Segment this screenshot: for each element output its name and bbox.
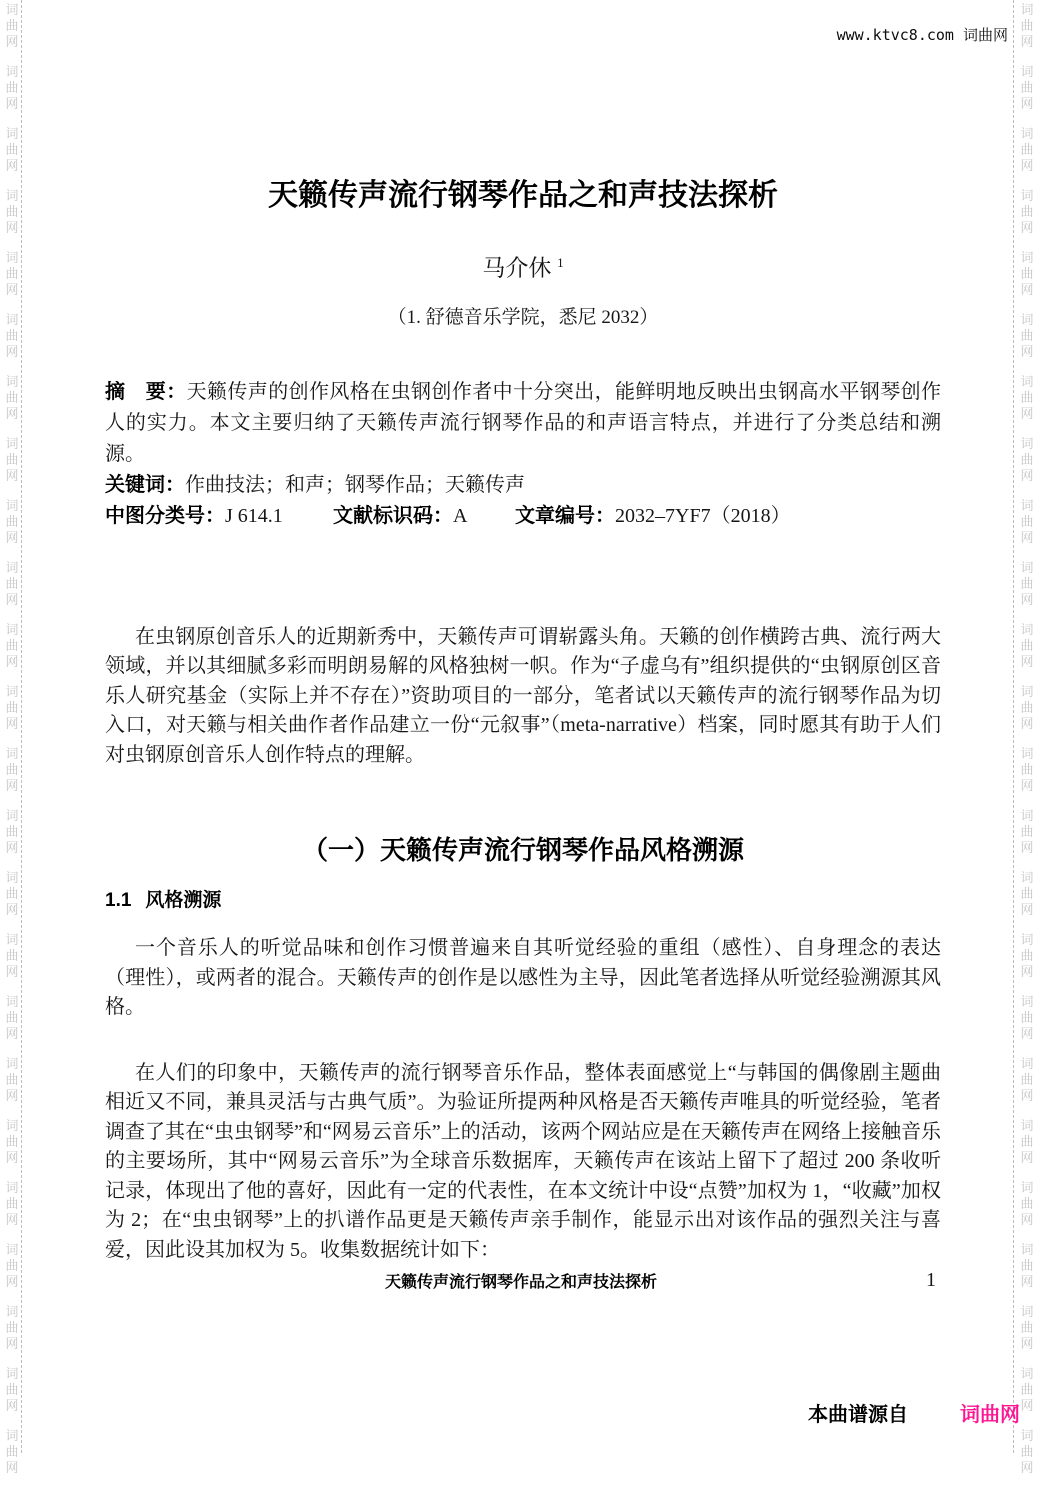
- article-id-value: 2032–7YF7（2018）: [615, 504, 791, 527]
- watermark-text: 词 曲 网: [1020, 560, 1034, 607]
- intro-paragraph: 在虫钢原创音乐人的近期新秀中，天籁传声可谓崭露头角。天籁的创作横跨古典、流行两大领域，并以其细腻多彩而明朗易解的风格独树一帜。作为“子虚乌有”组织提供的“虫钢原创区音乐人研究基金（实际上并不存在）”资助项目的一部分，笔者试以天籁传声的流行钢琴作品为切入口，对天籁与相关曲作者作品建立一份“元叙事”（meta-narrative）档案，同时愿其有助于人们对虫钢原创音乐人创作特点的理解。: [105, 625, 941, 766]
- watermark-text: 词 曲 网: [1020, 1118, 1034, 1165]
- right-margin-divider: [1013, 0, 1014, 1453]
- left-margin-divider: [21, 0, 22, 1453]
- article-id-item: [515, 501, 791, 532]
- watermark-text: 词 曲 网: [5, 1304, 19, 1351]
- watermark-text: 词 曲 网: [5, 188, 19, 235]
- watermark-text: 词 曲 网: [5, 1180, 19, 1227]
- section-heading: （一）天籁传声流行钢琴作品风格溯源: [301, 835, 744, 866]
- watermark-text: 词 曲 网: [1020, 1304, 1034, 1351]
- watermark-text: 词 曲 网: [1020, 64, 1034, 111]
- watermark-text: 词 曲 网: [1020, 1428, 1034, 1475]
- page-number: 1: [926, 1269, 936, 1291]
- subsection-title: 风格溯源: [145, 890, 222, 912]
- source-credit: [808, 1404, 1020, 1426]
- credit-brand: 词曲网: [960, 1404, 1020, 1426]
- watermark-text: 词 曲 网: [5, 870, 19, 917]
- watermark-text: 词 曲 网: [1020, 932, 1034, 979]
- author-affiliation: （1. 舒德音乐学院，悉尼 2032）: [387, 306, 659, 328]
- credit-label: 本曲谱源自: [808, 1404, 908, 1426]
- clc-item: [105, 501, 333, 532]
- watermark-text: 词 曲 网: [1020, 870, 1034, 917]
- watermark-text: 词 曲 网: [1020, 188, 1034, 235]
- watermark-text: 词 曲 网: [1020, 436, 1034, 483]
- watermark-text: 词 曲 网: [1020, 1242, 1034, 1289]
- watermark-text: 词 曲 网: [5, 1242, 19, 1289]
- article-body: [105, 0, 941, 1265]
- subsection-heading: [105, 887, 941, 915]
- abstract-line: [105, 377, 941, 470]
- watermark-text: 词 曲 网: [1020, 312, 1034, 359]
- watermark-text: 词 曲 网: [1020, 994, 1034, 1041]
- watermark-text: 词 曲 网: [5, 498, 19, 545]
- survey-paragraph: 在人们的印象中，天籁传声的流行钢琴音乐作品，整体表面感觉上“与韩国的偶像剧主题曲相近又不同，兼具灵活与古典气质”。为验证所提两种风格是否天籁传声唯具的听觉经验，笔者调查了其在“虫虫钢琴”和“网易云音乐”上的活动，该两个网站应是在天籁传声在网络上接触音乐的主要场所，其中“网易云音乐”为全球音乐数据库，天籁传声在该站上留下了超过 200 条收听记录，体现出了他的喜好，因此有一定的代表性，在本文统计中设“点赞”加权为 1，“收藏”加权为 2；在“虫虫钢琴”上的扒谱作品更是天籁传声亲手制作，能显示出对该作品的强烈关注与喜爱，因此设其加权为 5。收集数据统计如下：: [105, 1061, 941, 1261]
- style-paragraph: 一个音乐人的听觉品味和创作习惯普遍来自其听觉经验的重组（感性）、自身理念的表达（理性），或两者的混合。天籁传声的创作是以感性为主导，因此笔者选择从听觉经验溯源其风格。: [105, 937, 941, 1019]
- watermark-text: 词 曲 网: [5, 746, 19, 793]
- watermark-text: 词 曲 网: [5, 1056, 19, 1103]
- watermark-text: 词 曲 网: [1020, 684, 1034, 731]
- article-meta: [105, 377, 941, 532]
- watermark-text: 词 曲 网: [5, 622, 19, 669]
- watermark-text: 词 曲 网: [1020, 250, 1034, 297]
- clc-value: J 614.1: [225, 504, 283, 527]
- watermark-text: 词 曲 网: [1020, 126, 1034, 173]
- watermark-text: 词 曲 网: [1020, 498, 1034, 545]
- watermark-text: 词 曲 网: [1020, 1366, 1034, 1413]
- page-title: 天籁传声流行钢琴作品之和声技法探析: [268, 179, 778, 212]
- author-superscript: 1: [557, 255, 564, 270]
- author-line: [105, 249, 941, 283]
- watermark-text: 词 曲 网: [1020, 622, 1034, 669]
- watermark-text: 词 曲 网: [5, 808, 19, 855]
- watermark-text: 词 曲 网: [5, 1366, 19, 1413]
- watermark-text: 词 曲 网: [5, 436, 19, 483]
- classification-row: [105, 501, 941, 532]
- watermark-text: 词 曲 网: [5, 312, 19, 359]
- footer-running-title: 天籁传声流行钢琴作品之和声技法探析: [384, 1274, 657, 1291]
- doc-code-label: 文献标识码：: [333, 504, 453, 527]
- watermark-text: 词 曲 网: [5, 932, 19, 979]
- watermark-text: 词 曲 网: [1020, 374, 1034, 421]
- watermark-text: 词 曲 网: [1020, 1180, 1034, 1227]
- site-url-header: www.ktvc8.com 词曲网: [836, 26, 1008, 44]
- doc-code-item: [333, 501, 515, 532]
- keywords-text: 作曲技法；和声；钢琴作品；天籁传声: [185, 473, 525, 496]
- keywords-line: [105, 470, 941, 501]
- watermark-text: 词 曲 网: [5, 560, 19, 607]
- watermark-text: 词 曲 网: [5, 1428, 19, 1475]
- watermark-text: 词 曲 网: [5, 126, 19, 173]
- watermark-text: 词 曲 网: [1020, 2, 1034, 49]
- abstract-label: 摘 要：: [105, 380, 187, 403]
- subsection-number: 1.1: [105, 890, 132, 912]
- watermark-text: 词 曲 网: [1020, 808, 1034, 855]
- watermark-text: 词 曲 网: [5, 1118, 19, 1165]
- watermark-text: 词 曲 网: [1020, 1056, 1034, 1103]
- watermark-text: 词 曲 网: [5, 2, 19, 49]
- article-id-label: 文章编号：: [515, 504, 615, 527]
- right-watermark-column: [1018, 2, 1036, 1490]
- watermark-text: 词 曲 网: [1020, 746, 1034, 793]
- doc-code-value: A: [453, 504, 468, 527]
- abstract-text: 天籁传声的创作风格在虫钢创作者中十分突出，能鲜明地反映出虫钢高水平钢琴创作人的实力。本文主要归纳了天籁传声流行钢琴作品的和声语言特点，并进行了分类总结和溯源。: [105, 380, 942, 465]
- watermark-text: 词 曲 网: [5, 994, 19, 1041]
- author-name: 马介休: [482, 255, 552, 281]
- clc-label: 中图分类号：: [105, 504, 225, 527]
- watermark-text: 词 曲 网: [5, 374, 19, 421]
- watermark-text: 词 曲 网: [5, 64, 19, 111]
- watermark-text: 词 曲 网: [5, 684, 19, 731]
- left-watermark-column: [3, 2, 21, 1490]
- watermark-text: 词 曲 网: [5, 250, 19, 297]
- keywords-label: 关键词：: [105, 473, 185, 496]
